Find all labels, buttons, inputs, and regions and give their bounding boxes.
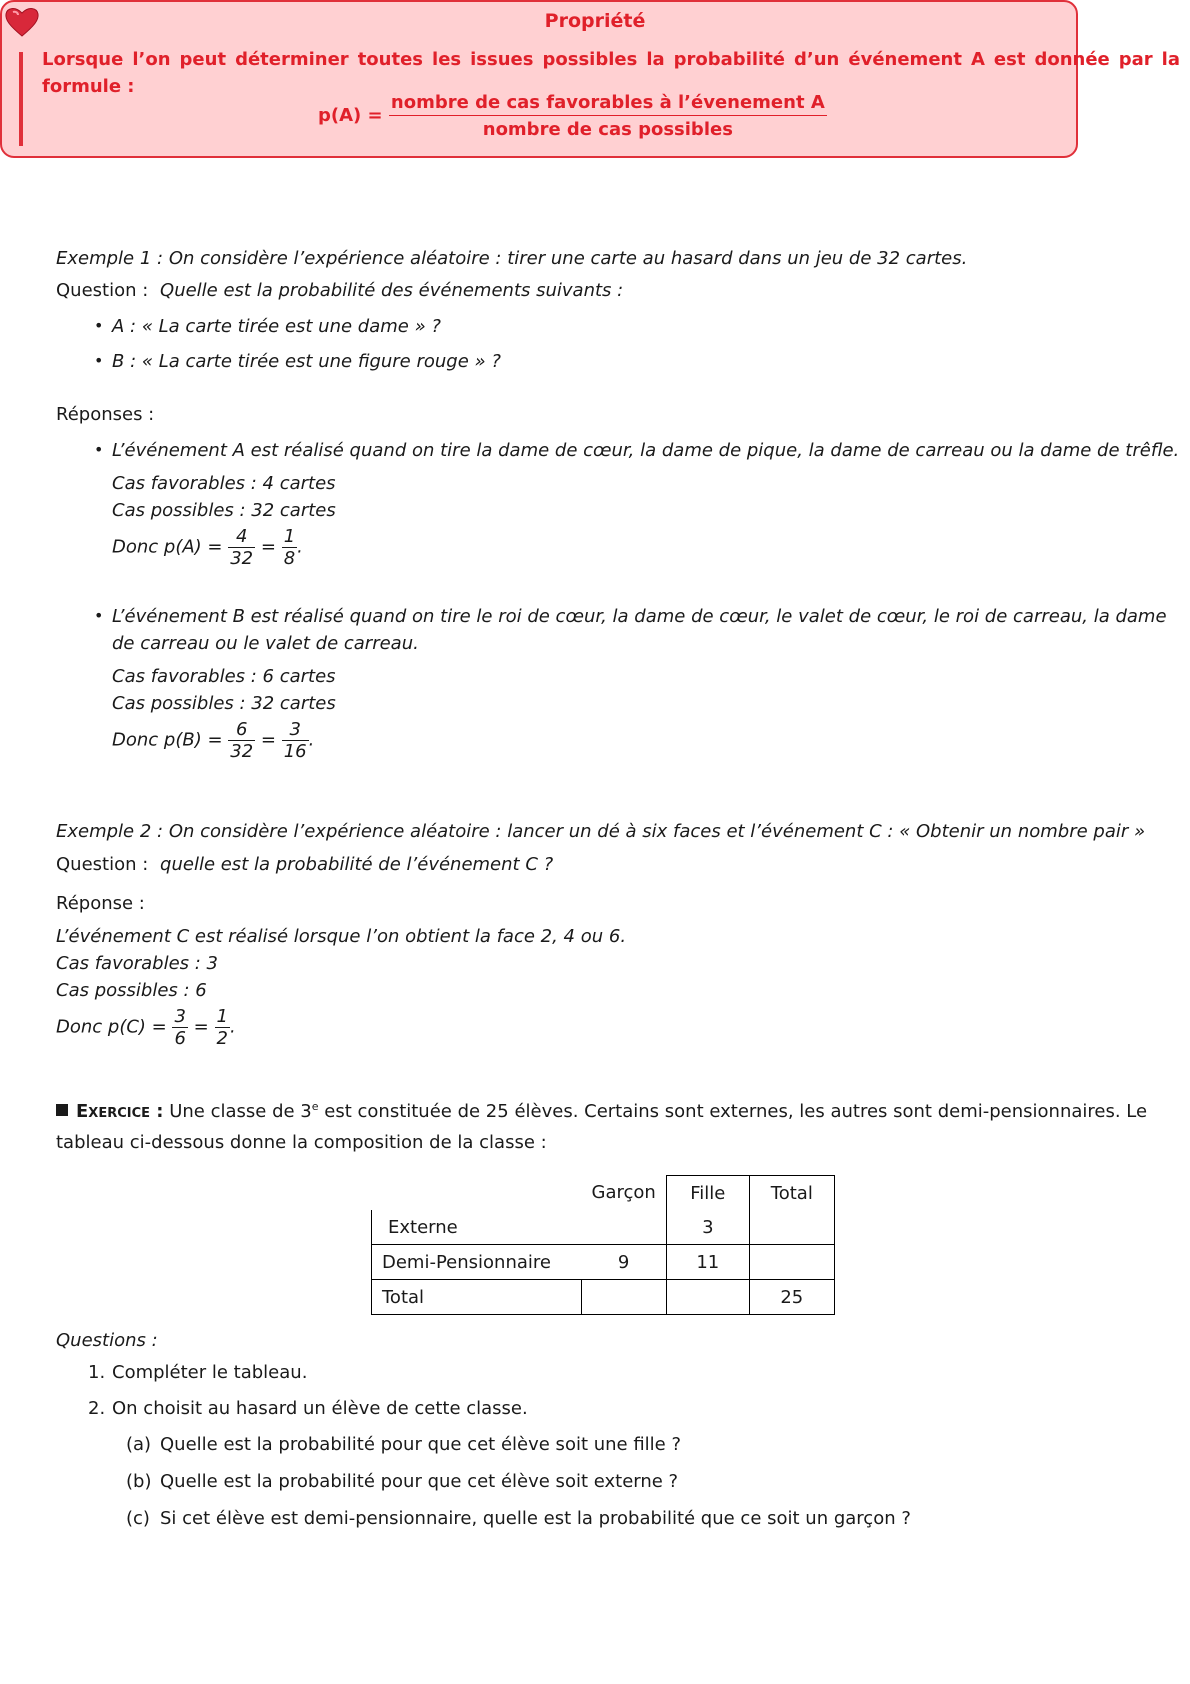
donc-label: Donc p(C) = (56, 1016, 167, 1038)
frac-den: 8 (283, 548, 296, 569)
ex2-answer-label: Réponse : (56, 893, 145, 914)
subq-text: Si cet élève est demi-pensionnaire, quelle est la probabilité que ce soit un garçon ? (160, 1508, 911, 1529)
table-cell: 3 (666, 1210, 749, 1245)
ex1-a1-line1: L’événement A est réalisé quand on tire la dame de cœur, la dame de pique, la dame de carreau ou la dame de trêfle. (112, 440, 1180, 461)
ex1-a1-result: Donc p(A) = $\frac{4}{32}$ = $\frac{1}{8}$ . (112, 526, 303, 569)
ex1-question (56, 280, 623, 301)
frac-den: 6 (174, 1028, 186, 1049)
ex2-fav: Cas favorables : 3 (56, 953, 218, 974)
table-cell: 11 (666, 1245, 749, 1280)
table-cell (749, 1245, 834, 1280)
frac-num: 4 (228, 526, 255, 548)
table-cell (582, 1280, 667, 1315)
subq-label: (b) (126, 1471, 152, 1492)
exercise-text: est constituée de 25 élèves. Certains sont externes, les autres sont demi-pensionnaires. Le (318, 1101, 1148, 1122)
class-table (371, 1175, 835, 1315)
donc-label: Donc p(B) = (112, 729, 223, 751)
table-cell: Demi-Pensionnaire (372, 1245, 582, 1280)
table-cell: 9 (582, 1245, 667, 1280)
ex1-a2-result: Donc p(B) = $\frac{6}{32}$ = $\frac{3}{16}$ . (112, 719, 315, 762)
ex1-item-b: B : « La carte tirée est une figure rouge » ? (112, 351, 501, 372)
header-cell (372, 1176, 582, 1211)
ex1-a2-line1: L’événement B est réalisé quand on tire le roi de cœur, la dame de cœur, le valet de cœur, le roi de carreau, la dame (112, 606, 1167, 627)
property-text: Lorsque l’on peut déterminer toutes les issues possibles la probabilité d’un événement A est donnée par la formule : (42, 49, 1180, 97)
table-cell: 25 (749, 1280, 834, 1315)
ex1-a1-fav: Cas favorables : 4 cartes (112, 473, 336, 494)
property-title: Propriété (544, 10, 646, 32)
bullet: • (94, 606, 104, 625)
formula-lhs: p(A) = (318, 105, 383, 126)
donc-label: Donc p(A) = (112, 536, 223, 558)
ex1-intro: Exemple 1 : On considère l’expérience aléatoire : tirer une carte au hasard dans un jeu de 32 cartes. (56, 248, 968, 269)
exercise-text: Une classe de 3 (169, 1101, 312, 1122)
exercise-line2: tableau ci-dessous donne la composition de la classe : (56, 1132, 547, 1153)
frac-num: 3 (282, 719, 309, 741)
frac-num: 3 (174, 1006, 186, 1027)
table-cell (582, 1210, 667, 1245)
header-cell: Total (749, 1176, 834, 1211)
bullet: • (94, 351, 104, 370)
question-label: Question : (56, 854, 149, 875)
table-cell: Total (372, 1280, 582, 1315)
formula-numerator: nombre de cas favorables à l’évenement A (389, 92, 827, 116)
ex1-a2-fav: Cas favorables : 6 cartes (112, 666, 336, 687)
ex1-answers-label: Réponses : (56, 404, 155, 425)
questions-label: Questions : (56, 1330, 158, 1351)
ex2-intro: Exemple 2 : On considère l’expérience aléatoire : lancer un dé à six faces et l’événement C : « Obtenir un nombre pair » (56, 821, 1146, 842)
ex1-a2-pos: Cas possibles : 32 cartes (112, 693, 336, 714)
question-text: quelle est la probabilité de l’événement C ? (160, 854, 554, 875)
formula-denominator: nombre de cas possibles (482, 119, 733, 140)
ex1-a1-pos: Cas possibles : 32 cartes (112, 500, 336, 521)
q2-number: 2. (88, 1398, 106, 1419)
header-cell: Fille (666, 1176, 749, 1211)
frac-den: 2 (216, 1028, 228, 1049)
superscript: e (311, 1100, 319, 1113)
table-cell: Externe (372, 1210, 582, 1245)
subq-label: (c) (126, 1508, 150, 1529)
subq-label: (a) (126, 1434, 152, 1455)
property-formula (318, 92, 827, 140)
frac-num: 1 (283, 526, 296, 547)
square-bullet-icon (56, 1104, 68, 1116)
frac-den: 32 (230, 741, 254, 762)
frac-den: 16 (283, 741, 307, 762)
subq-text: Quelle est la probabilité pour que cet élève soit une fille ? (160, 1434, 682, 1455)
frac-num: 6 (228, 719, 255, 741)
ex1-item-a: A : « La carte tirée est une dame » ? (112, 316, 441, 337)
frac-den: 32 (230, 548, 254, 569)
table-row (372, 1245, 835, 1280)
ex2-result: Donc p(C) = $\frac{3}{6}$ = $\frac{1}{2}$ . (56, 1006, 236, 1049)
question-label: Question : (56, 280, 149, 301)
property-bar (19, 52, 23, 146)
exercise-line1 (56, 1100, 1147, 1122)
frac-num: 1 (216, 1006, 228, 1027)
table-row (372, 1280, 835, 1315)
subq-text: Quelle est la probabilité pour que cet élève soit externe ? (160, 1471, 679, 1492)
exercise-label: Exercice : (76, 1101, 164, 1122)
bullet: • (94, 316, 104, 335)
ex2-question (56, 854, 553, 875)
property-box (0, 0, 1180, 158)
question-text: Quelle est la probabilité des événements suivants : (160, 280, 624, 301)
table-cell (666, 1280, 749, 1315)
ex2-pos: Cas possibles : 6 (56, 980, 207, 1001)
q1-number: 1. (88, 1362, 106, 1383)
table-cell (749, 1210, 834, 1245)
header-cell: Garçon (591, 1182, 656, 1204)
q2-text: On choisit au hasard un élève de cette classe. (112, 1398, 528, 1419)
q1-text: Compléter le tableau. (112, 1362, 308, 1383)
bullet: • (94, 440, 104, 459)
table-row (372, 1210, 835, 1245)
ex2-line1: L’événement C est réalisé lorsque l’on obtient la face 2, 4 ou 6. (56, 926, 627, 947)
ex1-a2-line2: de carreau ou le valet de carreau. (112, 633, 419, 654)
table-header-row (372, 1176, 835, 1211)
